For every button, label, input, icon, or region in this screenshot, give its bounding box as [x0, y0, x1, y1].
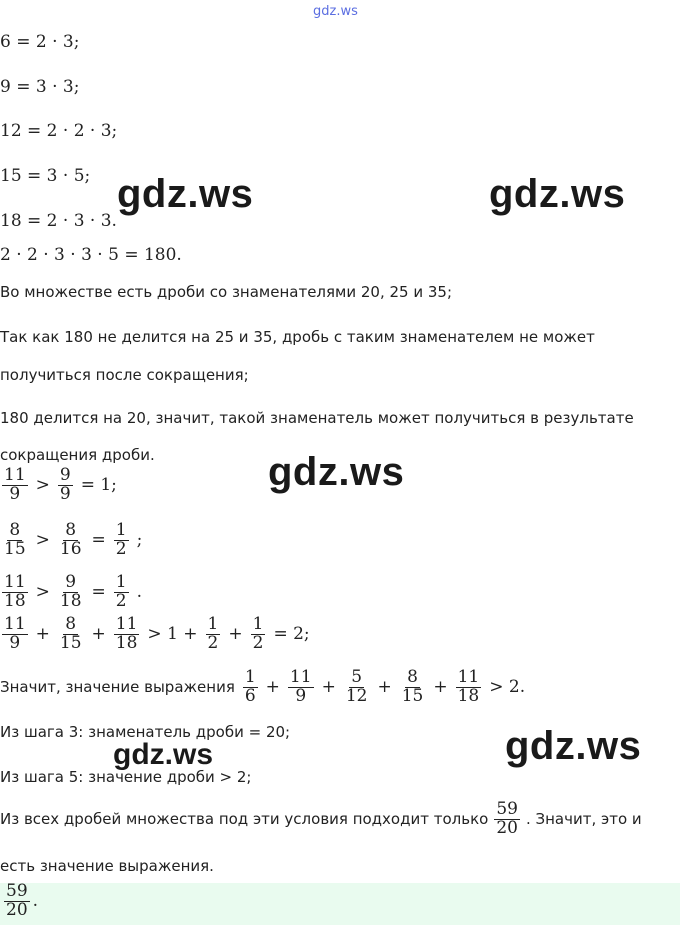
- answer-box: [0, 883, 680, 925]
- denominator: 16: [59, 538, 82, 559]
- numerator: 59: [6, 881, 28, 901]
- plus-sign: +: [35, 624, 50, 645]
- numerator: 1: [207, 614, 219, 634]
- period: .: [136, 582, 143, 603]
- step-3-text: Из шага 3: знаменатель дроби = 20;: [0, 723, 291, 741]
- numerator: 9: [65, 572, 77, 592]
- conclusion-prefix: Значит, значение выражения: [0, 678, 235, 697]
- fraction: [114, 522, 129, 559]
- numerator: 11: [4, 572, 26, 592]
- numerator: 1: [115, 520, 127, 540]
- denominator: 18: [457, 685, 480, 706]
- gt-sign: >: [35, 582, 50, 603]
- answer: [2, 883, 38, 920]
- factor-line-12: 12 = 2 · 2 · 3;: [0, 121, 118, 141]
- expression-conclusion: [0, 669, 525, 706]
- step-5-text: Из шага 5: значение дроби > 2;: [0, 768, 252, 786]
- fraction: [243, 669, 258, 706]
- top-watermark: gdz.ws: [313, 4, 358, 19]
- gt-two: > 2.: [489, 677, 526, 698]
- denominator: 9: [9, 632, 21, 653]
- denominator: 2: [115, 538, 127, 559]
- denominator: 2: [252, 632, 264, 653]
- plus-sign: +: [321, 677, 336, 698]
- watermark-1: gdz.ws: [117, 172, 254, 216]
- factor-line-9: 9 = 3 · 3;: [0, 77, 80, 97]
- text-denominators: Во множестве есть дроби со знаменателями 20, 25 и 35;: [0, 283, 453, 301]
- ineq-3: [0, 574, 142, 611]
- fraction: [4, 883, 30, 920]
- expression: [241, 669, 525, 706]
- denominator: 2: [207, 632, 219, 653]
- numerator: 1: [252, 614, 264, 634]
- fraction: [456, 669, 482, 706]
- gt-one-plus: > 1 +: [147, 624, 198, 645]
- only-fits-suffix: . Значит, это и: [525, 810, 642, 829]
- period: .: [32, 891, 39, 912]
- numerator: 1: [115, 572, 127, 592]
- text-reduction: сокращения дроби.: [0, 446, 155, 464]
- numerator: 8: [9, 520, 21, 540]
- ineq-2: [0, 522, 142, 559]
- denominator: 15: [59, 632, 82, 653]
- numerator: 11: [457, 667, 480, 687]
- numerator: 8: [65, 614, 77, 634]
- numerator: 1: [244, 667, 256, 687]
- plus-sign: +: [377, 677, 392, 698]
- fraction: [58, 574, 84, 611]
- numerator: 8: [65, 520, 77, 540]
- fraction: [58, 522, 84, 559]
- equals-sign: =: [91, 530, 106, 551]
- gt-sign: >: [35, 530, 50, 551]
- equals-two: = 2;: [273, 624, 310, 645]
- watermark-3: gdz.ws: [268, 450, 405, 494]
- denominator: 18: [4, 590, 26, 611]
- equals-sign: =: [91, 582, 106, 603]
- denominator: 15: [4, 538, 26, 559]
- fraction: [58, 467, 73, 504]
- denominator: 18: [115, 632, 138, 653]
- numerator: 8: [407, 667, 418, 687]
- plus-sign: +: [91, 624, 106, 645]
- equals-one: = 1;: [80, 475, 117, 496]
- fraction: [2, 522, 28, 559]
- is-value-text: есть значение выражения.: [0, 857, 214, 875]
- numerator: 11: [289, 667, 312, 687]
- numerator: 5: [351, 667, 363, 687]
- numerator: 11: [4, 614, 26, 634]
- watermark-2: gdz.ws: [489, 172, 626, 216]
- denominator: 15: [401, 685, 424, 706]
- fraction: [2, 616, 28, 653]
- fraction: [400, 669, 426, 706]
- factor-line-6: 6 = 2 · 3;: [0, 32, 80, 52]
- text-divisible-20: 180 делится на 20, значит, такой знаменатель может получиться в результате: [0, 409, 634, 427]
- numerator: 11: [115, 614, 138, 634]
- only-fits-line: [0, 801, 642, 838]
- semicolon: ;: [136, 530, 143, 551]
- text-not-divisible: Так как 180 не делится на 25 и 35, дробь с таким знаменателем не может: [0, 328, 595, 346]
- fraction: [251, 616, 266, 653]
- lcm-line: 2 · 2 · 3 · 3 · 5 = 180.: [0, 245, 182, 265]
- factor-line-15: 15 = 3 · 5;: [0, 166, 91, 186]
- watermark-5: gdz.ws: [505, 724, 642, 768]
- denominator: 2: [115, 590, 127, 611]
- plus-sign: +: [228, 624, 243, 645]
- denominator: 9: [9, 483, 21, 504]
- fraction: [2, 467, 28, 504]
- denominator: 12: [345, 685, 368, 706]
- only-fits-prefix: Из всех дробей множества под эти условия подходит только: [0, 810, 489, 829]
- denominator: 9: [59, 483, 71, 504]
- fraction: [288, 669, 314, 706]
- sum-inequality: [0, 616, 310, 653]
- ineq-1: [0, 467, 117, 504]
- fraction: [2, 574, 28, 611]
- fraction: [344, 669, 370, 706]
- denominator: 20: [6, 899, 28, 920]
- denominator: 18: [59, 590, 82, 611]
- text-after-reduce: получиться после сокращения;: [0, 366, 249, 384]
- fraction: [58, 616, 84, 653]
- denominator: 6: [244, 685, 256, 706]
- fraction: [114, 616, 140, 653]
- numerator: 9: [59, 465, 71, 485]
- fraction: [114, 574, 129, 611]
- factor-line-18: 18 = 2 · 3 · 3.: [0, 211, 117, 231]
- fraction: [206, 616, 221, 653]
- gt-sign: >: [35, 475, 50, 496]
- watermark-4: gdz.ws: [113, 738, 214, 771]
- plus-sign: +: [265, 677, 280, 698]
- plus-sign: +: [433, 677, 448, 698]
- numerator: 11: [4, 465, 26, 485]
- fraction: [494, 801, 520, 838]
- numerator: 59: [496, 799, 518, 819]
- denominator: 20: [496, 817, 518, 838]
- denominator: 9: [295, 685, 307, 706]
